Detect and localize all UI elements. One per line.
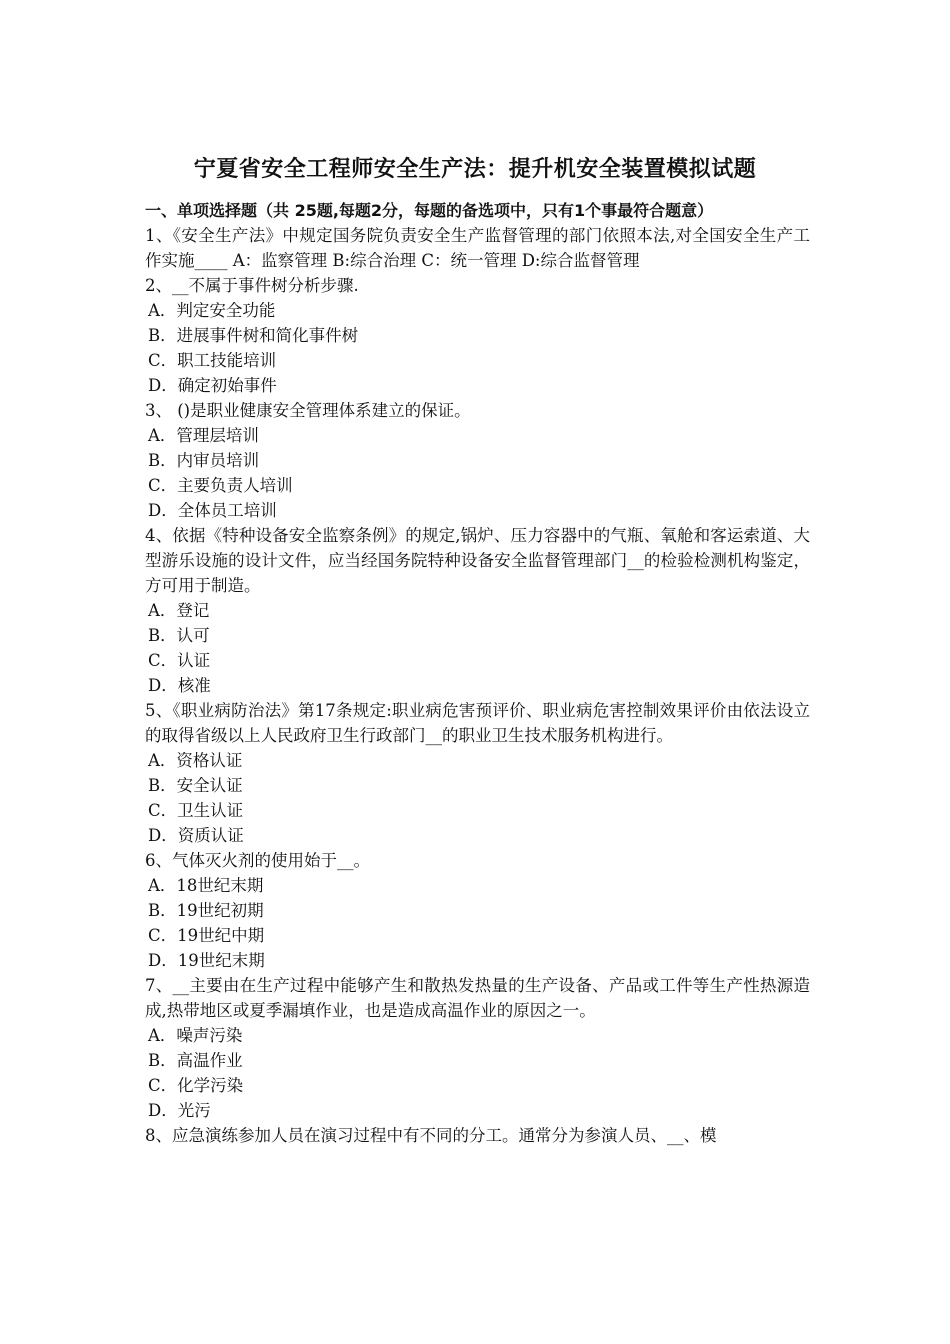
option-d: D．光污: [148, 1101, 211, 1120]
option-c: C．19世纪中期: [148, 926, 265, 945]
option-a: A．登记: [148, 601, 210, 620]
option-b: B．内审员培训: [148, 451, 260, 470]
document-title: 宁夏省安全工程师安全生产法：提升机安全装置模拟试题: [193, 157, 757, 182]
question-2: [145, 273, 810, 398]
option-a: A．判定安全功能: [148, 301, 276, 320]
option-c: C．主要负责人培训: [148, 476, 293, 495]
option-c: C．化学污染: [148, 1076, 244, 1095]
option-a: A．资格认证: [148, 751, 243, 770]
question-text: 7、__主要由在生产过程中能够产生和散热发热量的生产设备、产品或工件等生产性热源造成,热带地区或夏季漏填作业，也是造成高温作业的原因之一。: [145, 976, 810, 1020]
option-c: C．职工技能培训: [148, 351, 277, 370]
question-text: 4、依据《特种设备安全监察条例》的规定,锅炉、压力容器中的气瓶、氧舱和客运索道、大型游乐设施的设计文件，应当经国务院特种设备安全监督管理部门__的检验检测机构鉴定，方可用于制造。: [145, 526, 810, 595]
question-4: [145, 523, 810, 698]
question-8: [145, 1123, 810, 1148]
option-b: B．19世纪初期: [148, 901, 264, 920]
document-body: [145, 198, 810, 1148]
option-d: D．确定初始事件: [148, 376, 277, 395]
question-text: 2、__不属于事件树分析步骤.: [145, 276, 359, 295]
option-a: A．管理层培训: [148, 426, 259, 445]
option-d: D．资质认证: [148, 826, 244, 845]
question-1: [145, 223, 810, 273]
question-text: 6、气体灭火剂的使用始于__。: [145, 851, 370, 870]
option-a: A．18世纪末期: [148, 876, 264, 895]
option-d: D．核准: [148, 676, 211, 695]
option-c: C．认证: [148, 651, 211, 670]
option-b: B．安全认证: [148, 776, 243, 795]
option-d: D．全体员工培训: [148, 501, 277, 520]
section-heading: 一、单项选择题（共 25题,每题2分，每题的备选项中，只有1个事最符合题意）: [145, 201, 714, 220]
question-text: 3、 ()是职业健康安全管理体系建立的保证。: [145, 401, 471, 420]
question-text: 1、《安全生产法》中规定国务院负责安全生产监督管理的部门依照本法,对全国安全生产工作实施____ A：监察管理 B:综合治理 C：统一管理 D:综合监督管理: [145, 226, 810, 270]
option-b: B．进展事件树和简化事件树: [148, 326, 359, 345]
option-b: B．高温作业: [148, 1051, 243, 1070]
question-text: 5、《职业病防治法》第17条规定:职业病危害预评价、职业病危害控制效果评价由依法设立的取得省级以上人民政府卫生行政部门__的职业卫生技术服务机构进行。: [145, 701, 810, 745]
question-text: 8、应急演练参加人员在演习过程中有不同的分工。通常分为参演人员、__、模: [145, 1126, 717, 1145]
option-b: B．认可: [148, 626, 210, 645]
question-3: [145, 398, 810, 523]
option-a: A．噪声污染: [148, 1026, 243, 1045]
option-c: C．卫生认证: [148, 801, 244, 820]
option-d: D．19世纪末期: [148, 951, 265, 970]
question-5: [145, 698, 810, 848]
question-7: [145, 973, 810, 1123]
question-6: [145, 848, 810, 973]
